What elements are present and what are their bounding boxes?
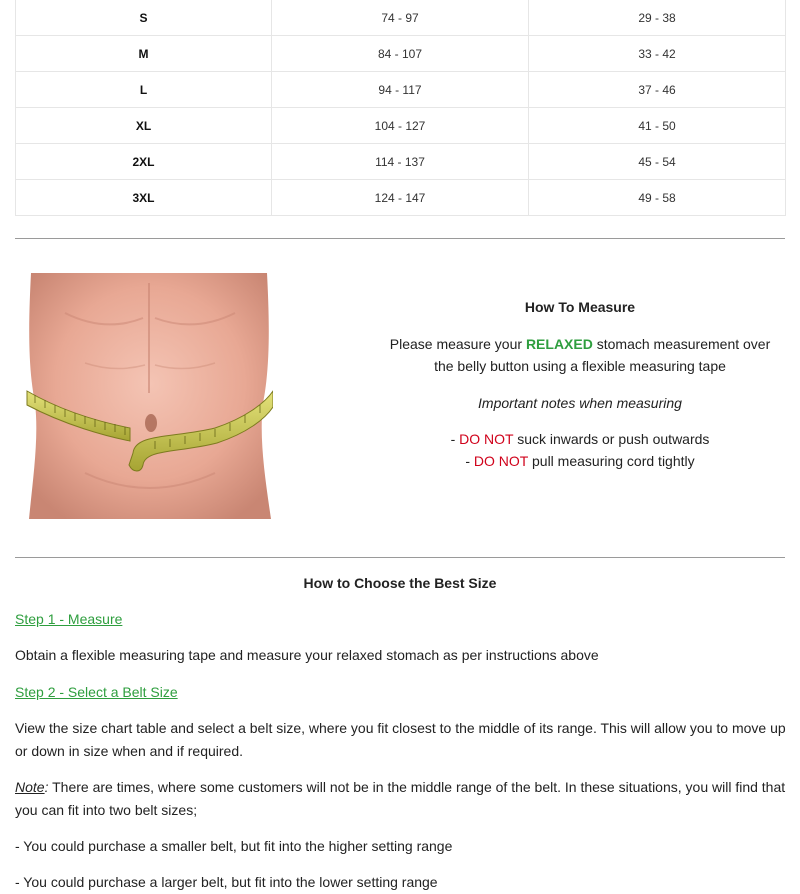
text-span: -	[450, 431, 460, 447]
how-to-measure-title: How To Measure	[524, 299, 636, 315]
step2-paragraph	[15, 681, 787, 704]
table-row	[16, 108, 786, 144]
table-row	[16, 36, 786, 72]
inch-range-cell: 49 - 58	[529, 180, 786, 216]
inch-range-cell: 33 - 42	[529, 36, 786, 72]
text-span: stomach measurement over	[592, 336, 771, 352]
table-row	[16, 180, 786, 216]
torso-measuring-tape-illustration	[25, 273, 273, 519]
inch-range-cell: 29 - 38	[529, 0, 786, 36]
note-colon: :	[44, 779, 49, 795]
cm-range-cell: 104 - 127	[272, 108, 529, 144]
table-row	[16, 144, 786, 180]
size-cell: L	[16, 72, 272, 108]
size-cell: 3XL	[16, 180, 272, 216]
torso-icon	[25, 273, 273, 519]
size-cell: M	[16, 36, 272, 72]
choose-size-title: How to Choose the Best Size	[303, 575, 497, 591]
step2-text: View the size chart table and select a belt size, where you fit closest to the middle of its range. This will allow you to move up or down in size when and if required.	[15, 720, 786, 759]
inch-range-cell: 41 - 50	[529, 108, 786, 144]
measure-instruction-line1	[380, 333, 780, 355]
size-chart-table	[15, 0, 786, 216]
text-span: -	[465, 453, 474, 469]
text-span: pull measuring cord tightly	[528, 453, 695, 469]
inch-range-cell: 37 - 46	[529, 72, 786, 108]
section-divider	[15, 557, 785, 558]
table-row	[16, 72, 786, 108]
cm-range-cell: 114 - 137	[272, 144, 529, 180]
measure-note-2	[380, 450, 780, 472]
step1-paragraph	[15, 608, 787, 631]
table-row	[16, 0, 786, 36]
inch-range-cell: 45 - 54	[529, 144, 786, 180]
cm-range-cell: 94 - 117	[272, 72, 529, 108]
how-to-measure-panel	[380, 296, 780, 472]
step1-link[interactable]: Step 1 - Measure	[15, 611, 123, 627]
option1-text: - You could purchase a smaller belt, but fit into the higher setting range	[15, 838, 453, 854]
cm-range-cell: 74 - 97	[272, 0, 529, 36]
text-span: Please measure your	[389, 336, 526, 352]
option2-text: - You could purchase a larger belt, but fit into the lower setting range	[15, 874, 438, 890]
cm-range-cell: 124 - 147	[272, 180, 529, 216]
text-span: suck inwards or push outwards	[513, 431, 710, 447]
do-not-warning: DO NOT	[459, 431, 514, 447]
important-notes-heading: Important notes when measuring	[478, 395, 682, 411]
note-paragraph	[15, 776, 787, 822]
measure-note-1	[380, 428, 780, 450]
measure-instruction-line2: the belly button using a flexible measuring tape	[434, 358, 726, 374]
relaxed-highlight: RELAXED	[525, 336, 593, 352]
section-divider	[15, 238, 785, 239]
cm-range-cell: 84 - 107	[272, 36, 529, 72]
note-text: There are times, where some customers will not be in the middle range of the belt. In these situations, you will find that you can fit into two belt sizes;	[15, 779, 786, 818]
size-cell: XL	[16, 108, 272, 144]
step1-text: Obtain a flexible measuring tape and measure your relaxed stomach as per instructions above	[15, 647, 599, 663]
step2-link[interactable]: Step 2 - Select a Belt Size	[15, 684, 178, 700]
do-not-warning: DO NOT	[473, 453, 529, 469]
size-cell: S	[16, 0, 272, 36]
size-cell: 2XL	[16, 144, 272, 180]
note-label: Note	[15, 779, 45, 795]
